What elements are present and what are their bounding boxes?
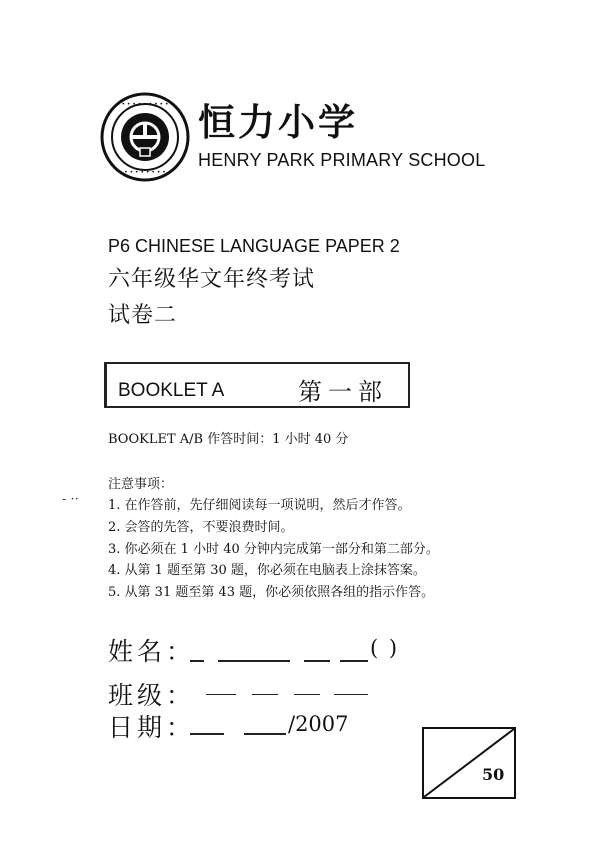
paper-title-english: P6 CHINESE LANGUAGE PAPER 2 (108, 236, 400, 256)
school-name-english: HENRY PARK PRIMARY SCHOOL (198, 150, 486, 170)
notes-title: 注意事项： (108, 477, 174, 492)
svg-text:• • • • • • • •: • • • • • • • • (124, 169, 166, 176)
note-item: 2. 会答的先答，不要浪费时间。 (108, 520, 294, 535)
date-blank-day[interactable] (190, 733, 224, 735)
class-blank-1[interactable] (206, 694, 236, 695)
name-blank-2[interactable] (218, 660, 290, 662)
booklet-label: BOOKLET A (118, 380, 225, 401)
paper-number: 试卷二 (108, 303, 178, 328)
score-total: 50 (482, 765, 505, 784)
class-label: 班级： (108, 681, 196, 710)
name-blank-4[interactable] (340, 660, 368, 662)
name-label: 姓名： (108, 637, 196, 666)
name-blank-1[interactable] (190, 660, 204, 662)
class-number-paren[interactable]: ( ) (370, 636, 400, 660)
booklet-part: 第一部 (298, 378, 388, 406)
date-label: 日期： (108, 713, 196, 742)
note-item: 3. 你必须在 1 小时 40 分钟内完成第一部分和第二部分。 (108, 542, 439, 557)
class-blank-2[interactable] (252, 694, 278, 695)
date-blank-month[interactable] (244, 733, 286, 735)
score-box (422, 727, 516, 799)
school-crest-icon (100, 92, 190, 182)
name-blank-3[interactable] (304, 660, 330, 662)
note-item: 4. 从第 1 题至第 30 题，你必须在电脑表上涂抹答案。 (108, 563, 426, 578)
svg-text:• • • • • • • • •: • • • • • • • • • (121, 101, 169, 108)
date-year: /2007 (288, 712, 349, 736)
note-item: 5. 从第 31 题至第 43 题，你必须依照各组的指示作答。 (108, 585, 435, 600)
class-blank-3[interactable] (294, 694, 320, 695)
paper-title-chinese: 六年级华文年终考试 (108, 267, 316, 292)
school-name-chinese: 恒力小学 (198, 101, 358, 144)
class-blank-4[interactable] (334, 694, 368, 695)
note-item: 1. 在作答前，先仔细阅读每一项说明，然后才作答。 (108, 498, 411, 513)
time-allowed: BOOKLET A/B 作答时间：1 小时 40 分 (108, 432, 349, 447)
margin-marks: - ·· (62, 492, 79, 507)
